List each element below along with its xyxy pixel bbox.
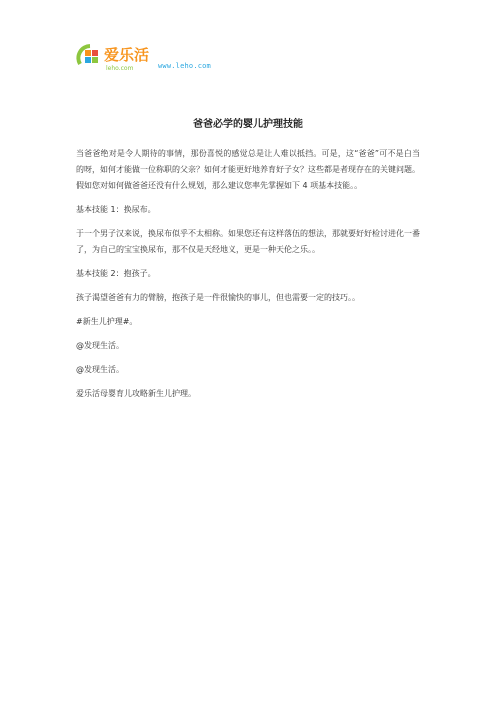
paragraph: 于一个男子汉来说，换尿布似乎不太相称。如果您还有这样落伍的想法，那就要好好检讨进化一番了，为自己的宝宝换尿布，那不仅是天经地义，更是一种天伦之乐。。 <box>76 229 420 254</box>
logo-sub: leho.com <box>106 65 134 72</box>
paragraph: 基本技能 2：抱孩子。 <box>76 269 156 278</box>
article-title: 爸爸必学的婴儿护理技能 <box>193 119 303 130</box>
logo-text: 爱乐活 <box>104 46 150 64</box>
site-url[interactable]: www.leho.com <box>158 62 211 70</box>
article-body <box>76 146 420 410</box>
footer-line: 爱乐活母婴育儿攻略新生儿护理。 <box>76 389 196 398</box>
paragraph: 孩子渴望爸爸有力的臂膀，抱孩子是一件很愉快的事儿，但也需要一定的技巧。。 <box>76 293 360 302</box>
hashtag[interactable]: #新生儿护理#。 <box>76 317 138 326</box>
mention[interactable]: @发现生活。 <box>76 341 124 350</box>
paragraph: 基本技能 1：换尿布。 <box>76 205 156 214</box>
paragraph: 当爸爸绝对是令人期待的事情，那份喜悦的感觉总是让人难以抵挡。可是，这“爸爸”可不是白当的呀，如何才能做一位称职的父亲？如何才能更好地养育好子女？这些都是者现存在的关键问题。假如您对如何做爸爸还没有什么规划，那么建议您率先掌握如下 4 项基本技能。。 <box>76 149 420 190</box>
mention[interactable]: @发现生活。 <box>76 365 124 374</box>
